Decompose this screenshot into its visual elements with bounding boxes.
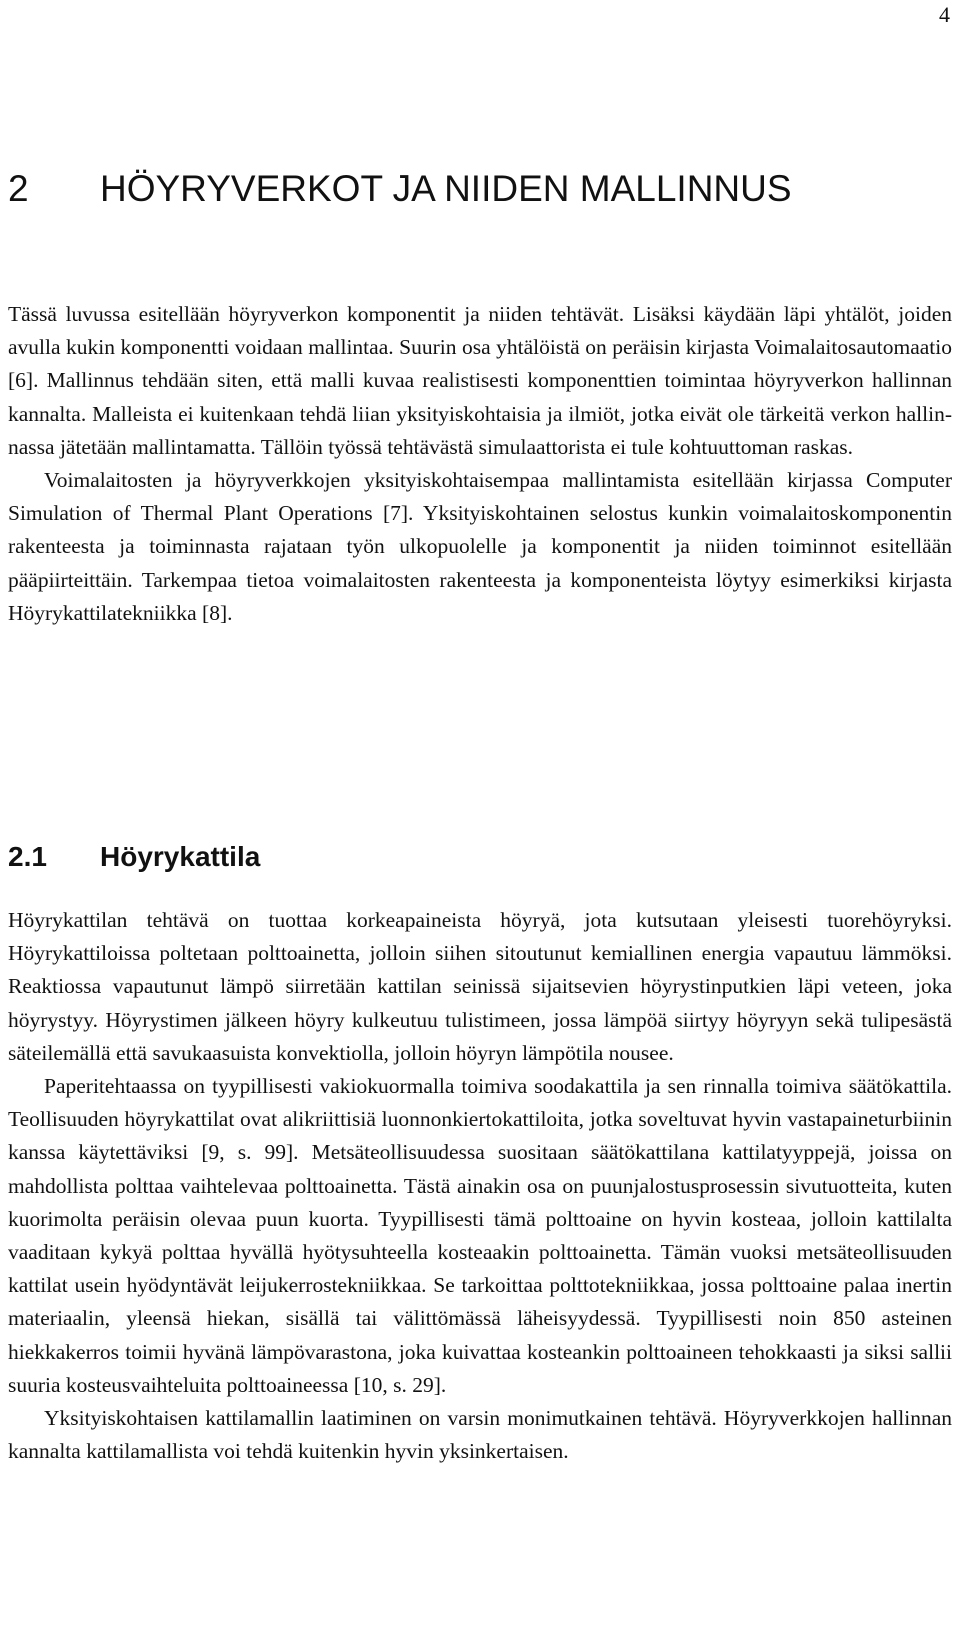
intro-paragraph-2: Voimalaitosten ja höyryverkkojen yksityiskohtaisempaa mallintamista esitellään kirjassa Computer Simulation of Thermal Plant Operations [7]. Yksityiskohtainen selostus kunkin voimalaitoskomponentin rakenteesta ja toiminnasta rajataan työn ulkopuolelle ja komponentit ja niiden toiminnot esitellään pääpiirteittäin. Tarkempaa tietoa voimalaitosten rakenteesta ja komponenteista löytyy esimerkiksi kirjasta Höyrykattilatekniikka [8]. — [8, 468, 952, 625]
intro-paragraph-1: Tässä luvussa esitellään höyryverkon komponentit ja niiden tehtävät. Lisäksi käydään läpi yhtälöt, joiden avulla kukin komponentti voidaan mallintaa. Suurin osa yhtälöistä on peräisin kirjasta Voimalaitosautomaatio [6]. Mallinnus tehdään siten, että malli kuvaa realistisesti komponenttien toimintaa höyryverkon hallinnan kannalta. Malleista ei kuitenkaan tehdä liian yksityiskohtaisia ja ilmiöt, jotka eivät ole tärkeitä verkon hallinnassa jätetään mallintamatta. Tällöin työssä tehtävästä simulaattorista ei tule kohtuuttoman raskas. — [8, 302, 952, 459]
section-paragraph-2: Paperitehtaassa on tyypillisesti vakiokuormalla toimiva soodakattila ja sen rinnalla toimiva säätökattila. Teollisuuden höyrykattilat ovat alikriittisiä luonnonkiertokattiloita, jotka soveltuvat hyvin vastapaineturbiinin kanssa käytettäviksi [9, s. 99]. Metsäteollisuudessa suositaan säätökattilana kattilatyyppejä, joissa on mahdollista polttaa vaihtelevaa polttoainetta. Tästä ainakin osa on puunjalostusprosessin sivutuotteita, kuten kuorimolta peräisin olevaa puun kuorta. Tyypillisesti tämä polttoaine on hyvin kosteaa, jolloin kattilalta vaaditaan kykyä polttaa hyvällä hyötysuhteella kosteaakin polttoainetta. Tämän vuoksi metsäteollisuuden kattilat usein hyödyntävät leijukerrostekniikkaa. Se tarkoittaa polttotekniikkaa, jossa polttoaine palaa inertin materiaalin, yleensä hiekan, sisällä tai välittömässä läheisyydessä. Tyypillisesti noin 850 asteinen hiekkakerros toimii hyvänä lämpövarastona, joka kuivattaa kosteankin polttoaineen tehokkaasti ja siksi sallii suuria kosteusvaihteluita polttoaineessa [10, s. 29]. — [8, 1074, 952, 1397]
intro-text — [8, 298, 952, 630]
section-heading — [8, 841, 260, 873]
page-number: 4 — [939, 2, 950, 27]
section-paragraph-3: Yksityiskohtaisen kattilamallin laatiminen on varsin monimutkainen tehtävä. Höyryverkkojen hallinnan kannalta kattilamallista voi tehdä kuitenkin hyvin yksinkertaisen. — [8, 1406, 952, 1464]
section-paragraph-1: Höyrykattilan tehtävä on tuottaa korkeapaineista höyryä, jota kutsutaan yleisesti tuorehöyryksi. Höyrykattiloissa poltetaan polttoainetta, jolloin siihen sitoutunut kemiallinen energia vapautuu lämmöksi. Reaktiossa vapautunut lämpö siirretään kattilan seinissä sijaitsevien höyrystinputkien läpi veteen, joka höyrystyy. Höyrystimen jälkeen höyry kulkeutuu tulistimeen, jossa lämpöä siirtyy höyryyn sekä tulipesästä säteilemällä että savukaasuista konvektiolla, jolloin höyryn lämpötila nousee. — [8, 908, 952, 1065]
chapter-number: 2 — [8, 168, 29, 209]
section-number: 2.1 — [8, 841, 47, 872]
chapter-heading — [8, 168, 792, 210]
chapter-title: HÖYRYVERKOT JA NIIDEN MALLINNUS — [100, 168, 792, 209]
section-text — [8, 904, 952, 1468]
section-title: Höyrykattila — [100, 841, 261, 872]
